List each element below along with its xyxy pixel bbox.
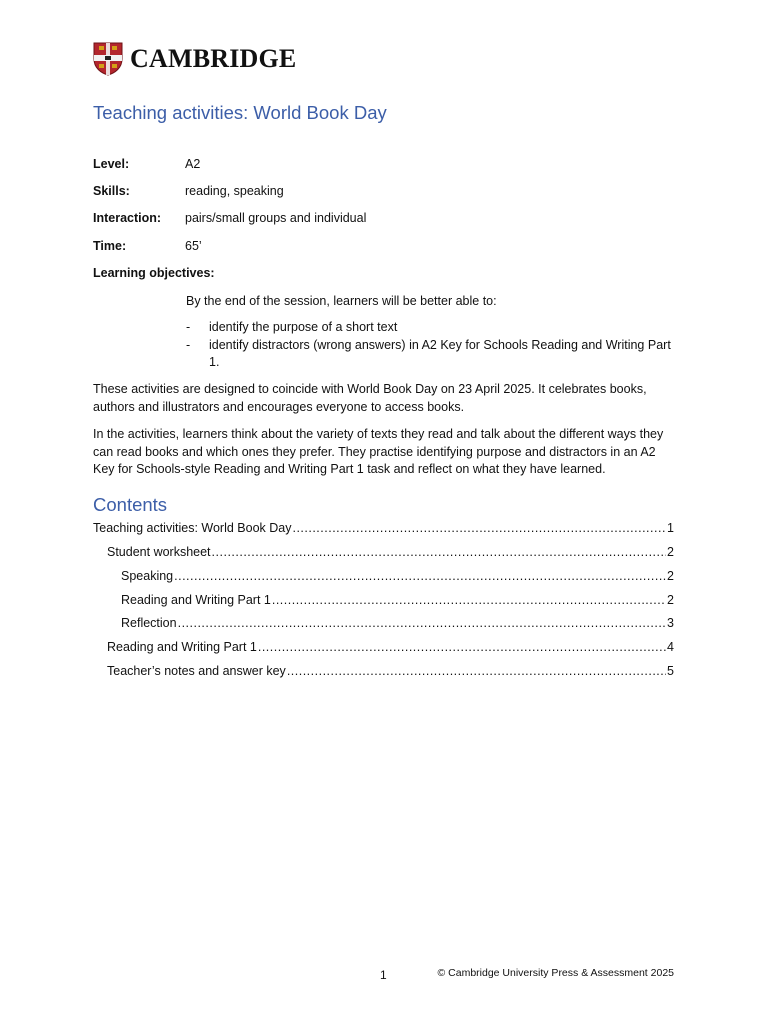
toc-leader-dots — [174, 568, 666, 584]
toc-entry-page: 2 — [667, 593, 674, 607]
toc-entry[interactable] — [121, 615, 674, 631]
toc-entry[interactable] — [121, 568, 674, 584]
meta-label: Interaction: — [93, 211, 162, 225]
toc-leader-dots — [178, 615, 666, 631]
toc-entry-page: 2 — [667, 545, 674, 559]
meta-time — [93, 238, 202, 254]
list-item — [186, 319, 676, 337]
toc-entry-title: Reading and Writing Part 1 — [107, 640, 257, 654]
toc-entry-page: 1 — [667, 521, 674, 535]
objectives-label: Learning objectives: — [93, 266, 215, 280]
toc-entry[interactable] — [107, 639, 674, 655]
toc-entry-title: Teacher’s notes and answer key — [107, 664, 286, 678]
meta-value: A2 — [185, 157, 201, 171]
meta-value: pairs/small groups and individual — [185, 211, 367, 225]
activities-paragraph: In the activities, learners think about the variety of texts they read and talk about the different ways they can read books and which ones they prefer. They practise identifying purpose and distractors in an A2 Key for Schools-style Reading and Writing Part 1 task and reflect on what they have learned. — [93, 427, 664, 476]
meta-value: reading, speaking — [185, 184, 284, 198]
intro-paragraph: These activities are designed to coincide with World Book Day on 23 April 2025. It celebrates books, authors and illustrators and encourages everyone to access books. — [93, 382, 647, 414]
meta-label: Level: — [93, 157, 130, 171]
toc-entry-title: Speaking — [121, 569, 174, 583]
meta-skills — [93, 183, 284, 199]
toc-entry[interactable] — [107, 663, 674, 679]
toc-leader-dots — [292, 520, 666, 536]
bullet-dash: - — [186, 337, 191, 352]
toc-entry-title: Reading and Writing Part 1 — [121, 593, 271, 607]
meta-label: Skills: — [93, 184, 130, 198]
toc-entry-title: Teaching activities: World Book Day — [93, 521, 292, 535]
cambridge-logo — [93, 42, 296, 76]
toc-leader-dots — [272, 592, 666, 608]
list-item-text: identify distractors (wrong answers) in A2 Key for Schools Reading and Writing Part 1. — [209, 337, 671, 369]
objectives-intro: By the end of the session, learners will be better able to: — [186, 294, 497, 308]
toc-entry[interactable] — [107, 544, 674, 560]
toc-entry-page: 3 — [667, 616, 674, 630]
meta-level — [93, 156, 200, 172]
list-item — [186, 337, 676, 372]
toc-leader-dots — [212, 544, 667, 560]
list-item-text: identify the purpose of a short text — [209, 320, 398, 334]
contents-heading: Contents — [93, 494, 168, 515]
toc-entry-page: 2 — [667, 569, 674, 583]
bullet-dash: - — [186, 320, 191, 334]
toc-entry[interactable] — [121, 592, 674, 608]
toc-entry-title: Student worksheet — [107, 545, 211, 559]
meta-label: Time: — [93, 239, 127, 253]
toc-leader-dots — [258, 639, 666, 655]
copyright-notice: © Cambridge University Press & Assessment 2025 — [437, 967, 674, 979]
toc-entry-page: 5 — [667, 664, 674, 678]
cambridge-shield-icon — [93, 42, 123, 76]
page-number: 1 — [380, 968, 387, 982]
toc-leader-dots — [287, 663, 666, 679]
page-title: Teaching activities: World Book Day — [93, 102, 387, 123]
meta-interaction — [93, 210, 366, 226]
toc-entry-page: 4 — [667, 640, 674, 654]
toc-entry[interactable] — [93, 520, 674, 536]
meta-value: 65’ — [185, 239, 202, 253]
toc-entry-title: Reflection — [121, 616, 177, 630]
objectives-list — [186, 319, 676, 372]
logo-wordmark: CAMBRIDGE — [130, 44, 297, 73]
